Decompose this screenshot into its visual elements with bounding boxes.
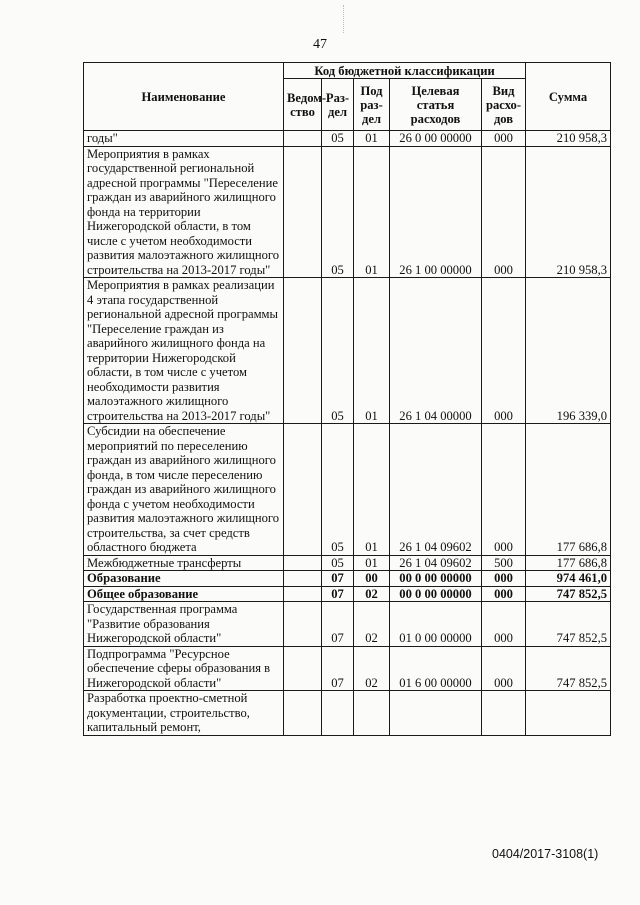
row-razdel: 07: [322, 602, 354, 647]
table-row: [84, 691, 611, 736]
document-code: 0404/2017-3108(1): [492, 847, 599, 861]
row-sum: 210 958,3: [526, 146, 611, 278]
scan-mark: [343, 5, 354, 33]
row-razdel: 05: [322, 278, 354, 424]
row-podrazdel: 02: [354, 646, 390, 691]
row-sum: 177 686,8: [526, 555, 611, 571]
row-razdel: [322, 691, 354, 736]
header-vedomstvo: Ведом-ство: [284, 79, 322, 131]
row-sum: 747 852,5: [526, 586, 611, 602]
table-row: [84, 424, 611, 556]
row-celevaya-statya: 00 0 00 00000: [390, 586, 482, 602]
row-vid-rashodov: 500: [482, 555, 526, 571]
row-vid-rashodov: 000: [482, 646, 526, 691]
row-name: Разработка проектно-сметной документации, строительство, капитальный ремонт,: [84, 691, 284, 736]
header-name: Наименование: [84, 63, 284, 131]
row-podrazdel: 00: [354, 571, 390, 587]
header-razdel: Раз-дел: [322, 79, 354, 131]
row-razdel: 05: [322, 424, 354, 556]
row-name: Мероприятия в рамках реализации 4 этапа государственной региональной адресной программы "Переселение граждан из аварийного жилищного фонда на территории Нижегородской области, в том числе с учетом необходимости развития малоэтажного жилищного строительства на 2013-2017 годы": [84, 278, 284, 424]
row-sum: 210 958,3: [526, 131, 611, 147]
row-podrazdel: 01: [354, 278, 390, 424]
table-row: [84, 131, 611, 147]
row-vedomstvo: [284, 602, 322, 647]
row-sum: 177 686,8: [526, 424, 611, 556]
row-celevaya-statya: 26 1 04 09602: [390, 424, 482, 556]
row-celevaya-statya: 00 0 00 00000: [390, 571, 482, 587]
table-row: [84, 146, 611, 278]
row-vid-rashodov: 000: [482, 424, 526, 556]
row-vid-rashodov: [482, 691, 526, 736]
row-podrazdel: 02: [354, 586, 390, 602]
row-name: Субсидии на обеспечение мероприятий по переселению граждан из аварийного жилищного фонда, в том числе переселению граждан из аварийного жилищного фонда с учетом необходимости развития малоэтажного жилищного строительства, за счет средств областного бюджета: [84, 424, 284, 556]
row-razdel: 05: [322, 131, 354, 147]
header-celevaya-statya: Целевая статья расходов: [390, 79, 482, 131]
table-row: [84, 555, 611, 571]
row-razdel: 05: [322, 146, 354, 278]
row-razdel: 07: [322, 646, 354, 691]
row-vid-rashodov: 000: [482, 586, 526, 602]
row-sum: 974 461,0: [526, 571, 611, 587]
row-podrazdel: [354, 691, 390, 736]
page-number: 47: [313, 37, 327, 52]
table-row: [84, 586, 611, 602]
row-vedomstvo: [284, 571, 322, 587]
row-name: Подпрограмма "Ресурсное обеспечение сферы образования в Нижегородской области": [84, 646, 284, 691]
row-sum: [526, 691, 611, 736]
row-celevaya-statya: 26 1 00 00000: [390, 146, 482, 278]
row-vedomstvo: [284, 278, 322, 424]
row-vedomstvo: [284, 586, 322, 602]
header-sum: Сумма: [526, 63, 611, 131]
row-vid-rashodov: 000: [482, 278, 526, 424]
row-celevaya-statya: 26 1 04 09602: [390, 555, 482, 571]
row-vedomstvo: [284, 146, 322, 278]
row-sum: 196 339,0: [526, 278, 611, 424]
row-name: Общее образование: [84, 586, 284, 602]
table-row: [84, 602, 611, 647]
table-row: [84, 646, 611, 691]
row-podrazdel: 01: [354, 424, 390, 556]
row-vedomstvo: [284, 131, 322, 147]
table-body: [84, 131, 611, 736]
budget-table: [83, 62, 611, 736]
row-celevaya-statya: 01 0 00 00000: [390, 602, 482, 647]
row-razdel: 07: [322, 586, 354, 602]
header-classification-group: Код бюджетной классификации: [284, 63, 526, 79]
row-razdel: 05: [322, 555, 354, 571]
header-podrazdel: Под раз-дел: [354, 79, 390, 131]
row-name: Мероприятия в рамках государственной региональной адресной программы "Переселение граждан из аварийного жилищного фонда на территории Нижегородской области, в том числе с учетом необходимости развития малоэтажного жилищного строительства на 2013-2017 годы": [84, 146, 284, 278]
row-vedomstvo: [284, 691, 322, 736]
row-celevaya-statya: [390, 691, 482, 736]
row-podrazdel: 01: [354, 146, 390, 278]
header-vid-rashodov: Вид расхо-дов: [482, 79, 526, 131]
row-name: Межбюджетные трансферты: [84, 555, 284, 571]
row-name: Государственная программа "Развитие образования Нижегородской области": [84, 602, 284, 647]
row-name: годы": [84, 131, 284, 147]
row-vid-rashodov: 000: [482, 131, 526, 147]
row-name: Образование: [84, 571, 284, 587]
row-vid-rashodov: 000: [482, 146, 526, 278]
row-vedomstvo: [284, 646, 322, 691]
row-podrazdel: 02: [354, 602, 390, 647]
row-celevaya-statya: 26 0 00 00000: [390, 131, 482, 147]
row-podrazdel: 01: [354, 131, 390, 147]
row-sum: 747 852,5: [526, 602, 611, 647]
row-vedomstvo: [284, 424, 322, 556]
row-vid-rashodov: 000: [482, 571, 526, 587]
row-celevaya-statya: 01 6 00 00000: [390, 646, 482, 691]
row-sum: 747 852,5: [526, 646, 611, 691]
row-vid-rashodov: 000: [482, 602, 526, 647]
row-celevaya-statya: 26 1 04 00000: [390, 278, 482, 424]
table-row: [84, 571, 611, 587]
row-razdel: 07: [322, 571, 354, 587]
row-vedomstvo: [284, 555, 322, 571]
row-podrazdel: 01: [354, 555, 390, 571]
table-row: [84, 278, 611, 424]
